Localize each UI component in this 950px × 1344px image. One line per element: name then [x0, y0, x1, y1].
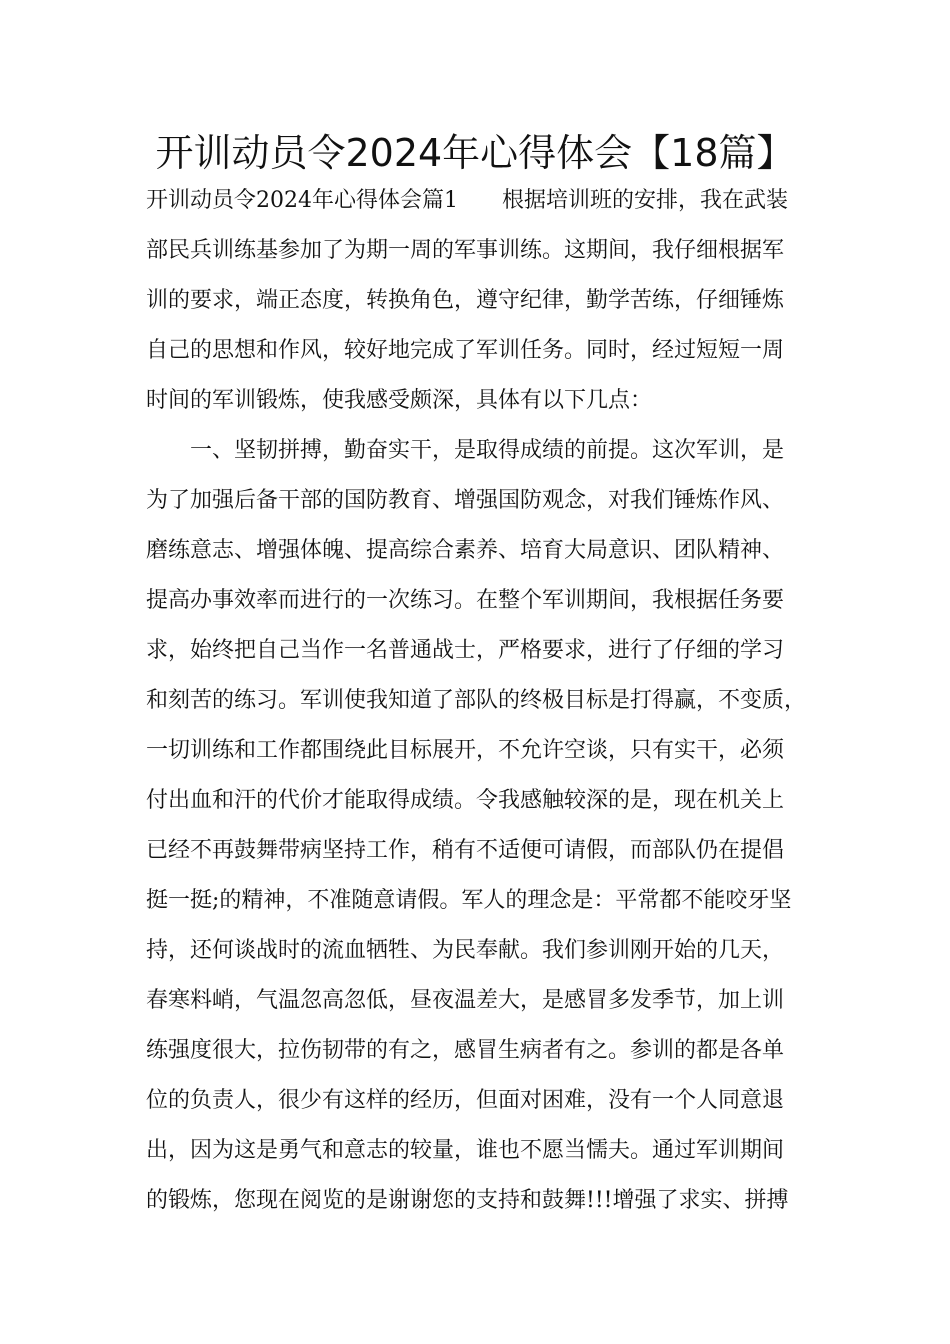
body-line: 训的要求，端正态度，转换角色，遵守纪律，勤学苦练，仔细锤炼 [146, 288, 785, 313]
body-line: 开训动员令2024年心得体会篇1 根据培训班的安排，我在武装 [146, 188, 788, 213]
body-line: 为了加强后备干部的国防教育、增强国防观念，对我们锤炼作风、 [146, 488, 785, 513]
body-line: 磨练意志、增强体魄、提高综合素养、培育大局意识、团队精神、 [146, 538, 785, 563]
body-line: 求，始终把自己当作一名普通战士，严格要求，进行了仔细的学习 [146, 638, 785, 663]
body-line: 已经不再鼓舞带病坚持工作，稍有不适便可请假，而部队仍在提倡 [146, 838, 785, 863]
body-line: 付出血和汗的代价才能取得成绩。令我感触较深的是，现在机关上 [146, 788, 785, 813]
body-line: 练强度很大，拉伤韧带的有之，感冒生病者有之。参训的都是各单 [146, 1038, 785, 1063]
body-line: 和刻苦的练习。军训使我知道了部队的终极目标是打得赢，不变质， [146, 688, 807, 713]
body-line: 的锻炼，您现在阅览的是谢谢您的支持和鼓舞!!!增强了求实、拼搏 [146, 1188, 789, 1213]
body-line: 提高办事效率而进行的一次练习。在整个军训期间，我根据任务要 [146, 588, 785, 613]
body-line: 一切训练和工作都围绕此目标展开，不允许空谈，只有实干，必须 [146, 738, 785, 763]
body-line: 出，因为这是勇气和意志的较量，谁也不愿当懦夫。通过军训期间 [146, 1138, 785, 1163]
document-title: 开训动员令2024年心得体会【18篇】 [155, 131, 795, 175]
body-line: 持，还何谈战时的流血牺牲、为民奉献。我们参训刚开始的几天， [146, 938, 785, 963]
body-line: 位的负责人，很少有这样的经历，但面对困难，没有一个人同意退 [146, 1088, 785, 1113]
body-line: 春寒料峭，气温忽高忽低，昼夜温差大，是感冒多发季节，加上训 [146, 988, 785, 1013]
body-line: 时间的军训锻炼，使我感受颇深，具体有以下几点： [146, 388, 653, 413]
body-line: 部民兵训练基参加了为期一周的军事训练。这期间，我仔细根据军 [146, 238, 785, 263]
body-line: 一、坚韧拼搏，勤奋实干，是取得成绩的前提。这次军训，是 [146, 438, 785, 463]
body-line: 挺一挺;的精神，不准随意请假。军人的理念是：平常都不能咬牙坚 [146, 888, 792, 913]
body-line: 自己的思想和作风，较好地完成了军训任务。同时，经过短短一周 [146, 338, 785, 363]
